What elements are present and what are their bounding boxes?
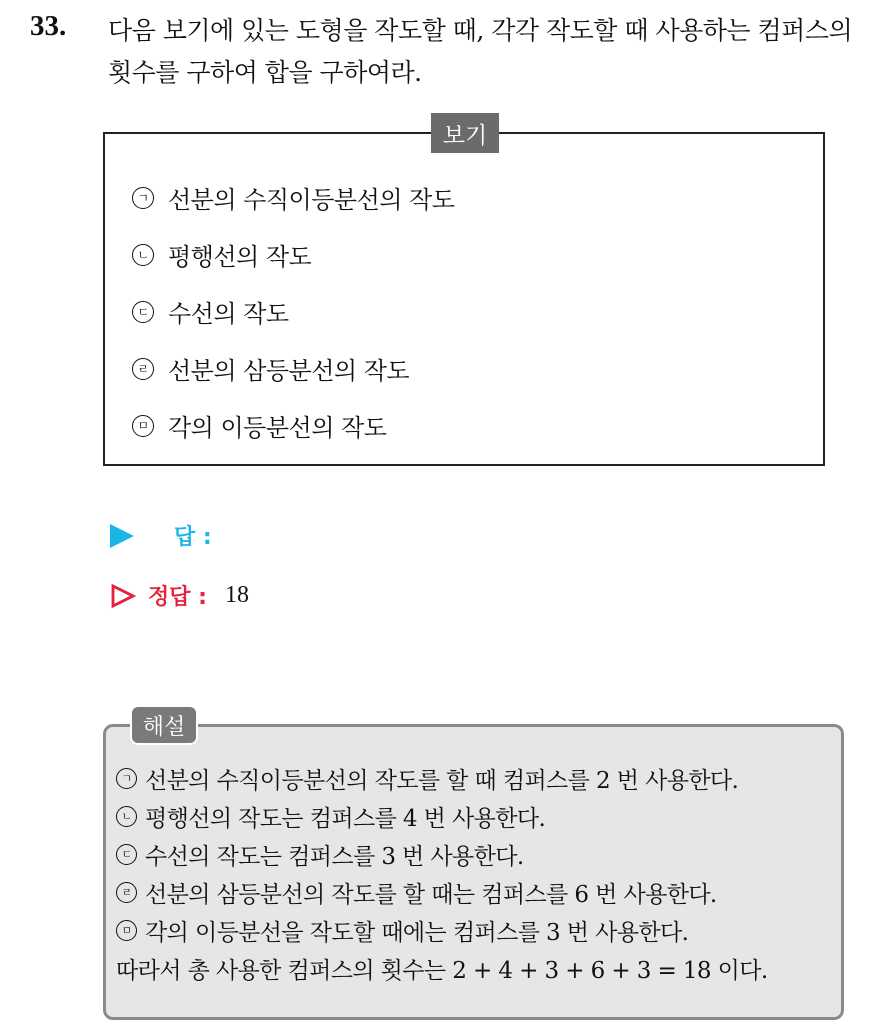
- explanation-line-text: 수선의 작도는 컴퍼스를 3 번 사용한다.: [145, 844, 524, 870]
- explanation-line: [116, 800, 545, 833]
- explanation-title: 해설: [130, 705, 198, 745]
- answer-label: 답 :: [174, 525, 212, 550]
- explanation-line: [116, 876, 717, 909]
- bogi-item: [132, 294, 289, 329]
- explanation-line-text: 각의 이등분선을 작도할 때에는 컴퍼스를 3 번 사용한다.: [145, 920, 689, 946]
- bogi-title: 보기: [431, 113, 499, 153]
- explanation-line-text: 선분의 수직이등분선의 작도를 할 때 컴퍼스를 2 번 사용한다.: [145, 768, 739, 794]
- bogi-item: [132, 180, 454, 215]
- circled-marker: ㅁ: [116, 920, 137, 941]
- circled-marker: ㄷ: [132, 301, 154, 323]
- bogi-item-text: 각의 이등분선의 작도: [168, 414, 387, 442]
- bogi-item: [132, 237, 311, 272]
- circled-marker: ㄱ: [132, 187, 154, 209]
- explanation-summary: [116, 952, 768, 985]
- circled-marker: ㄱ: [116, 768, 137, 789]
- bogi-item-text: 평행선의 작도: [168, 243, 312, 271]
- circled-marker: ㅁ: [132, 415, 154, 437]
- explanation-line-text: 선분의 삼등분선의 작도를 할 때는 컴퍼스를 6 번 사용한다.: [145, 882, 717, 908]
- question-text-line-1: 다음 보기에 있는 도형을 작도할 때, 각각 작도할 때 사용하는 컴퍼스의: [108, 16, 853, 45]
- circled-marker: ㄹ: [116, 882, 137, 903]
- circled-marker: ㄹ: [132, 358, 154, 380]
- explanation-line: [116, 914, 688, 947]
- correct-answer-value: 18: [224, 582, 249, 608]
- bogi-item-text: 선분의 삼등분선의 작도: [168, 357, 410, 385]
- explanation-line-text: 평행선의 작도는 컴퍼스를 4 번 사용한다.: [145, 806, 546, 832]
- explanation-line: [116, 762, 738, 795]
- question-text: [108, 10, 878, 94]
- bogi-item: [132, 351, 409, 386]
- triangle-outline-icon: [110, 583, 136, 609]
- correct-answer-row: [110, 580, 249, 611]
- explanation-line: [116, 838, 524, 871]
- play-icon: [110, 524, 134, 548]
- bogi-item-text: 수선의 작도: [168, 300, 289, 328]
- circled-marker: ㄷ: [116, 844, 137, 865]
- question-text-line-2: 횟수를 구하여 합을 구하여라.: [108, 58, 422, 87]
- explanation-summary-text: 따라서 총 사용한 컴퍼스의 횟수는 2 + 4 + 3 + 6 + 3 = 18 이다.: [116, 958, 768, 984]
- circled-marker: ㄴ: [132, 244, 154, 266]
- answer-row: [110, 520, 212, 551]
- correct-answer-label: 정답 :: [148, 585, 207, 610]
- question-number: 33.: [30, 10, 67, 42]
- bogi-item-text: 선분의 수직이등분선의 작도: [168, 186, 455, 214]
- bogi-item: [132, 408, 386, 443]
- circled-marker: ㄴ: [116, 806, 137, 827]
